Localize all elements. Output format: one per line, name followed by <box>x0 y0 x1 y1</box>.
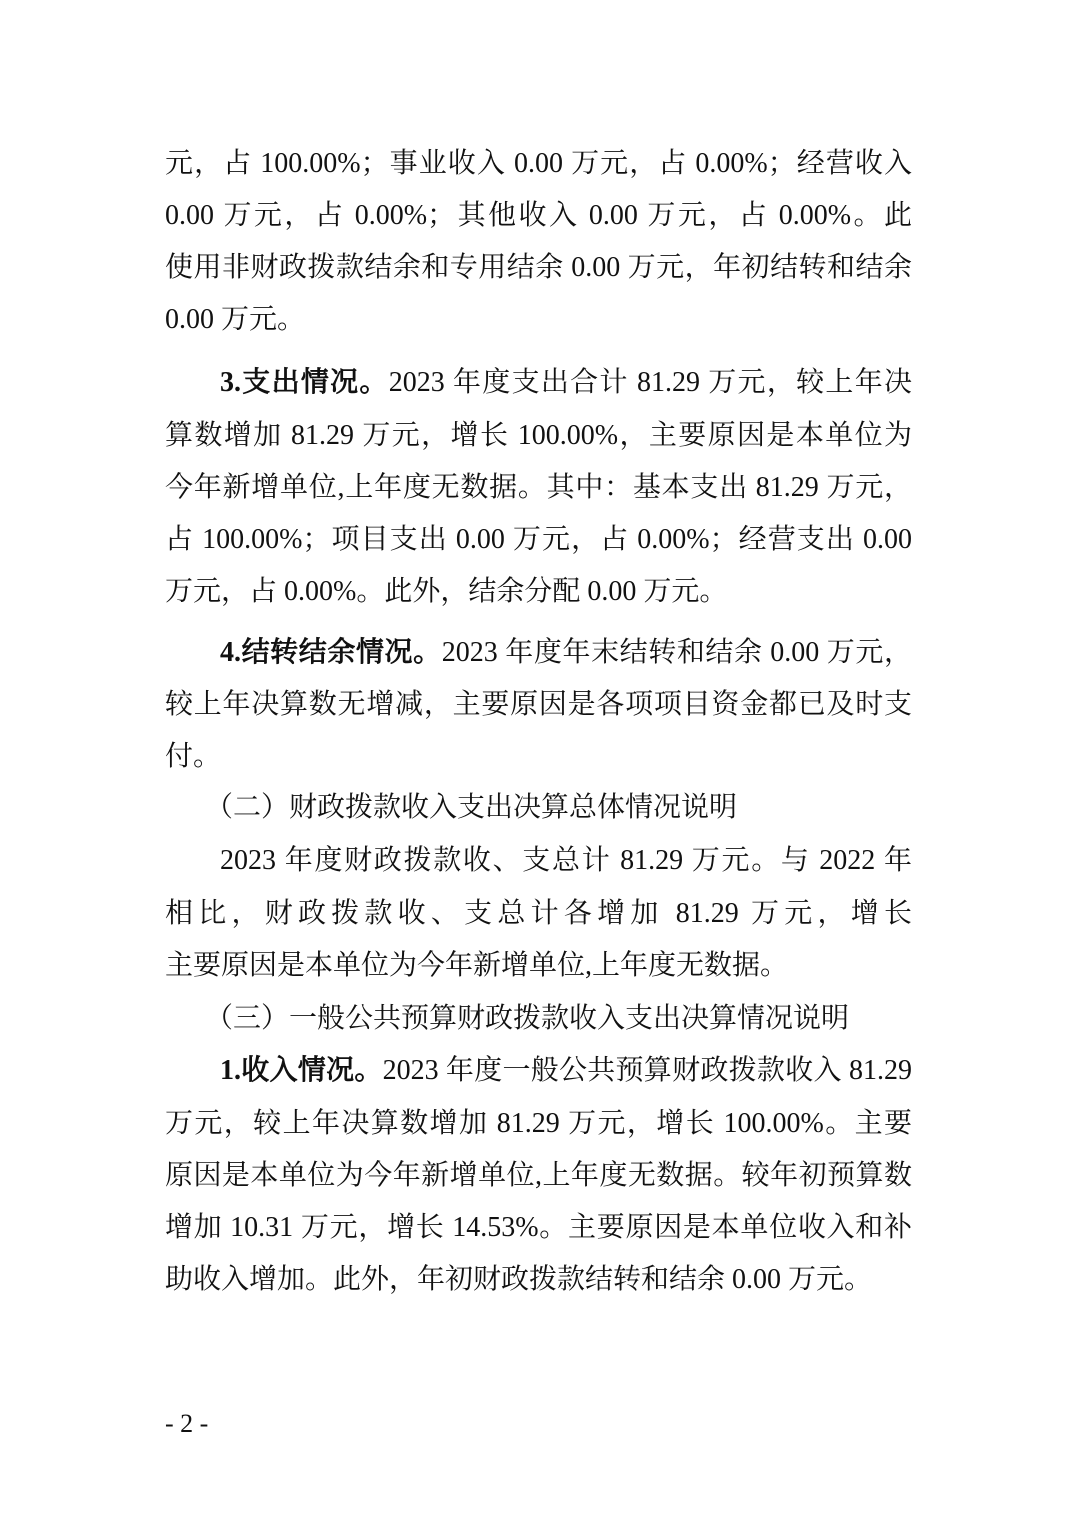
section-heading-3: （三）一般公共预算财政拨款收入支出决算情况说明 <box>205 1003 850 1034</box>
text: 2023 年度一般公共预算财政拨款收入 81.29 <box>382 1055 912 1086</box>
text-line: 万元，占 0.00%。此外，结余分配 0.00 万元。 <box>165 576 728 607</box>
text-line: 算数增加 81.29 万元，增长 100.00%，主要原因是本单位为 <box>165 420 912 451</box>
text-line: 相比，财政拨款收、支总计各增加 81.29 万元，增长 <box>165 898 912 929</box>
text-line: 今年新增单位,上年度无数据。其中：基本支出 81.29 万元， <box>165 472 912 503</box>
section-heading-2: （二）财政拨款收入支出决算总体情况说明 <box>205 792 738 823</box>
heading-expenditure: 3.支出情况。 <box>220 367 389 398</box>
section-expenditure-line <box>220 365 912 401</box>
text: 2023 年度年末结转和结余 0.00 万元， <box>441 637 912 668</box>
text-line: 0.00 万元。 <box>165 304 306 335</box>
text-line: 较上年决算数无增减，主要原因是各项项目资金都已及时支 <box>165 689 912 720</box>
page-number: - 2 - <box>165 1409 209 1438</box>
text-line: 使用非财政拨款结余和专用结余 0.00 万元，年初结转和结余 <box>165 252 912 283</box>
text-line: 万元，较上年决算数增加 81.29 万元，增长 100.00%。主要 <box>165 1108 912 1139</box>
text-line: 元，占 100.00%；事业收入 0.00 万元，占 0.00%；经营收入 <box>165 148 912 179</box>
text-line: 主要原因是本单位为今年新增单位,上年度无数据。 <box>165 950 789 981</box>
text-line: 0.00 万元，占 0.00%；其他收入 0.00 万元，占 0.00%。此 <box>165 200 912 231</box>
section-carryover-line <box>220 635 912 671</box>
text-line: 付。 <box>165 741 222 772</box>
text-line: 占 100.00%；项目支出 0.00 万元，占 0.00%；经营支出 0.00 <box>165 524 912 555</box>
text-line: 助收入增加。此外，年初财政拨款结转和结余 0.00 万元。 <box>165 1264 873 1295</box>
text-line: 增加 10.31 万元，增长 14.53%。主要原因是本单位收入和补 <box>165 1212 912 1243</box>
section-income-line <box>220 1053 912 1089</box>
text-line: 原因是本单位为今年新增单位,上年度无数据。较年初预算数 <box>165 1160 912 1191</box>
heading-carryover: 4.结转结余情况。 <box>220 637 442 668</box>
text-line: 2023 年度财政拨款收、支总计 81.29 万元。与 2022 年 <box>220 845 912 876</box>
text: 2023 年度支出合计 81.29 万元，较上年决 <box>388 367 912 398</box>
heading-income: 1.收入情况。 <box>220 1055 383 1086</box>
